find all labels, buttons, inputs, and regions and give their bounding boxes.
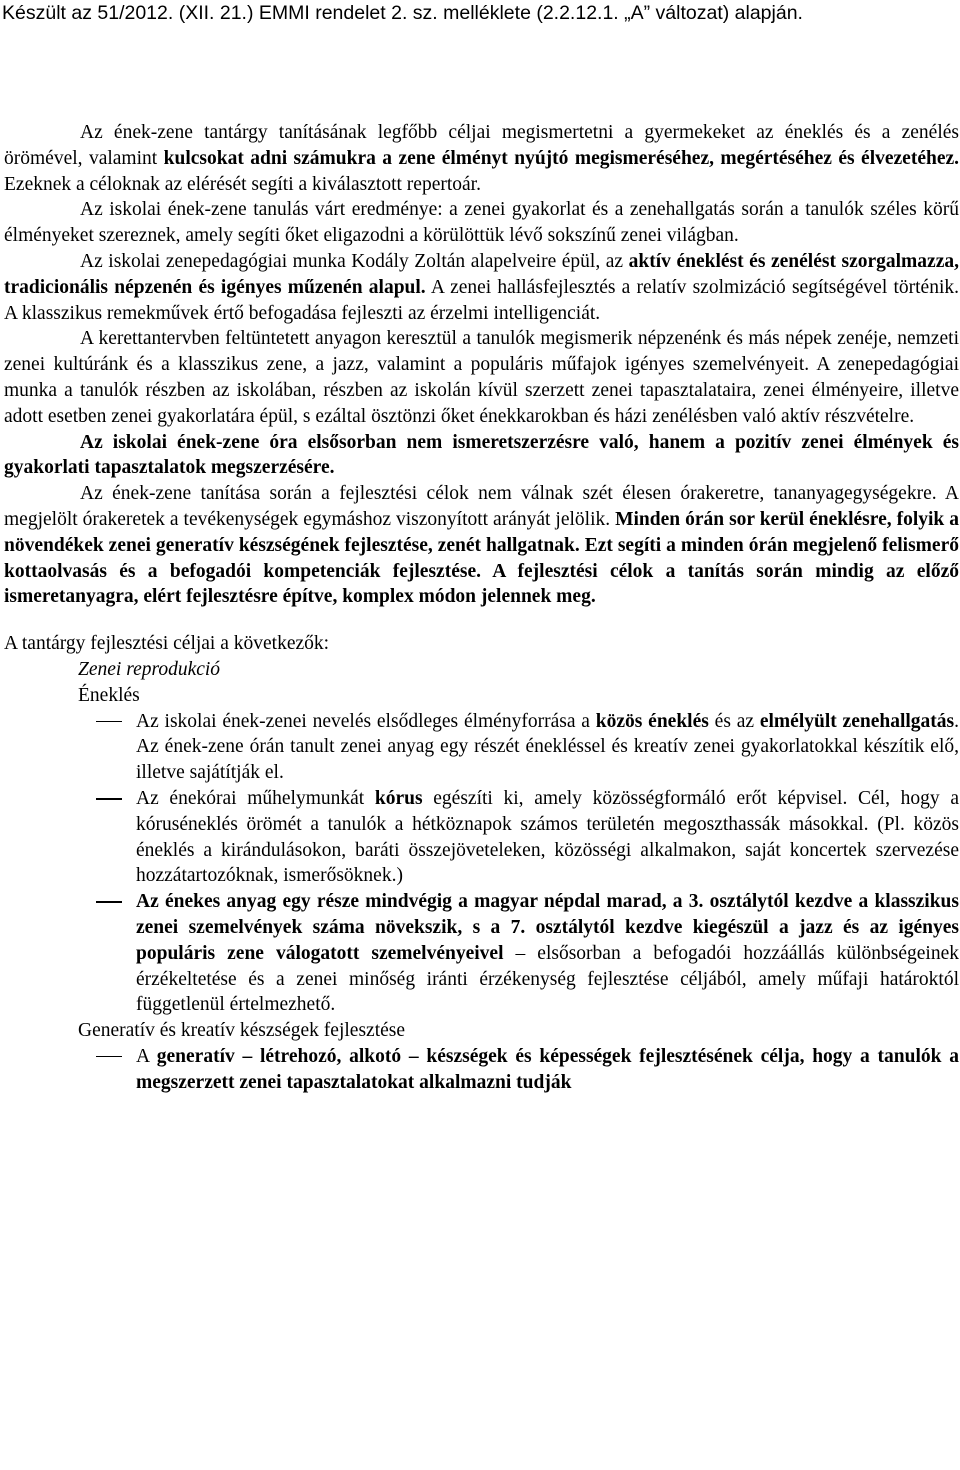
paragraph-intro: A tantárgy fejlesztési céljai a következők: — [4, 633, 330, 655]
dash-bullet-icon — [96, 721, 122, 723]
paragraph-kodaly: Az iskolai zenepedagógiai munka Kodály Zoltán alapelveire épül, az aktív éneklést és zenélést szorgalmazza, tradicionális népzenén és igényes műzenén alapul. A zenei hallásfejlesztés a relatív szolmizáció segítségével történik. A klasszikus remekművek értő befogadása fejleszti az érzelmi intelligenciát. — [4, 250, 959, 324]
list-item: A generatív – létrehozó, alkotó – készségek és képességek fejlesztésének célja, hogy a tanulók a megszerzett zenei tapasztalatokat alkalmazni tudják — [4, 1044, 959, 1096]
generative-list — [4, 1044, 959, 1096]
dash-bullet-icon — [96, 901, 122, 903]
list-item: Az iskolai ének-zenei nevelés elsődleges élményforrása a közös éneklés és az elmélyült zenehallgatás. Az ének-zene órán tanult zenei anyag egy részét énekléssel és kreatív zenei gyakorlatokkal készítik elő, illetve sajátítják el. — [4, 709, 959, 786]
paragraph-curriculum: A kerettantervben feltüntetett anyagon keresztül a tanulók megismerik népzenénk és más népek zenéje, nemzeti zenei kultúránk és a klasszikus zene, a jazz, valamint a populáris műfajok igényes szemelvényeit. A zenepedagógiai munka a tanulók részben az iskolában, részben az iskolán kívül szerzett zenei tapasztalataira, zenei élményeire, illetve adott esetben zenei gyakorlatára épül, s ezáltal ösztönzi őket énekkarokban és házi zenélésben való aktív részvételre. — [4, 328, 959, 427]
section-title-singing: Éneklés — [78, 684, 140, 706]
dash-bullet-icon — [96, 1056, 122, 1058]
singing-list — [4, 709, 959, 1019]
section-title-generative: Generatív és kreatív készségek fejlesztése — [78, 1020, 406, 1042]
section-title-reproduction: Zenei reprodukció — [78, 658, 221, 680]
list-item: Az énekes anyag egy része mindvégig a magyar népdal marad, a 3. osztálytól kezdve a klasszikus zenei szemelvények száma növekszik, s a 7. osztálytól kezdve kiegészül a jazz és az igényes populáris zene válogatott szemelvényeivel – elsősorban a befogadói hozzáállás különbségeinek érzékeltetése és a zenei minőség iránti érzékenység fejlesztése céljából, amely műfaji határoktól függetlenül értelmezhető. — [4, 889, 959, 1018]
document-header: Készült az 51/2012. (XII. 21.) EMMI rendelet 2. sz. melléklete (2.2.12.1. „A” változat) alapján. — [2, 2, 803, 24]
list-item: Az énekórai műhelymunkát kórus egészíti ki, amely közösségformáló erőt képvisel. Cél, hogy a kóruséneklés örömét a tanulók a hétköznapok számos területén megoszthassák másokkal. (Pl. közös éneklés a kirándulásokon, baráti összejöveteleken, közösségi alkalmakon, saját koncertek szervezése hozzátartozóknak, ismerősöknek.) — [4, 786, 959, 889]
document-body — [4, 120, 959, 1095]
paragraph-results: Az iskolai ének-zene tanulás várt eredménye: a zenei gyakorlat és a zenehallgatás során a tanulók széles körű élményeket szereznek, amely segíti őket eligazodni a körülöttük lévő sokszínű zenei világban. — [4, 199, 959, 247]
paragraph-teaching: Az ének-zene tanítása során a fejlesztési célok nem válnak szét élesen órakeretre, tananyagegységekre. A megjelölt órakeretek a tevékenységek egymáshoz viszonyított arányát jelölik. Minden órán sor kerül éneklésre, folyik a növendékek zenei generatív készségének fejlesztése, zenét hallgatnak. Ezt segíti a minden órán megjelenő felismerő kottaolvasás és a befogadói kompetenciák fejlesztése. A fejlesztési célok a tanítás során mindig az előző ismeretanyagra, elért fejlesztésre építve, komplex módon jelennek meg. — [4, 483, 959, 608]
paragraph-lesson-purpose: Az iskolai ének-zene óra elsősorban nem ismeretszerzésre való, hanem a pozitív zenei élmények és gyakorlati tapasztalatok megszerzésére. — [4, 431, 959, 479]
dash-bullet-icon — [96, 798, 122, 800]
paragraph-goals: Az ének-zene tantárgy tanításának legfőbb céljai megismertetni a gyermekeket az éneklés és a zenélés örömével, valamint kulcsokat adni számukra a zene élményt nyújtó megismeréséhez, megértéséhez és élvezetéhez. Ezeknek a céloknak az elérését segíti a kiválasztott repertoár. — [4, 122, 960, 195]
